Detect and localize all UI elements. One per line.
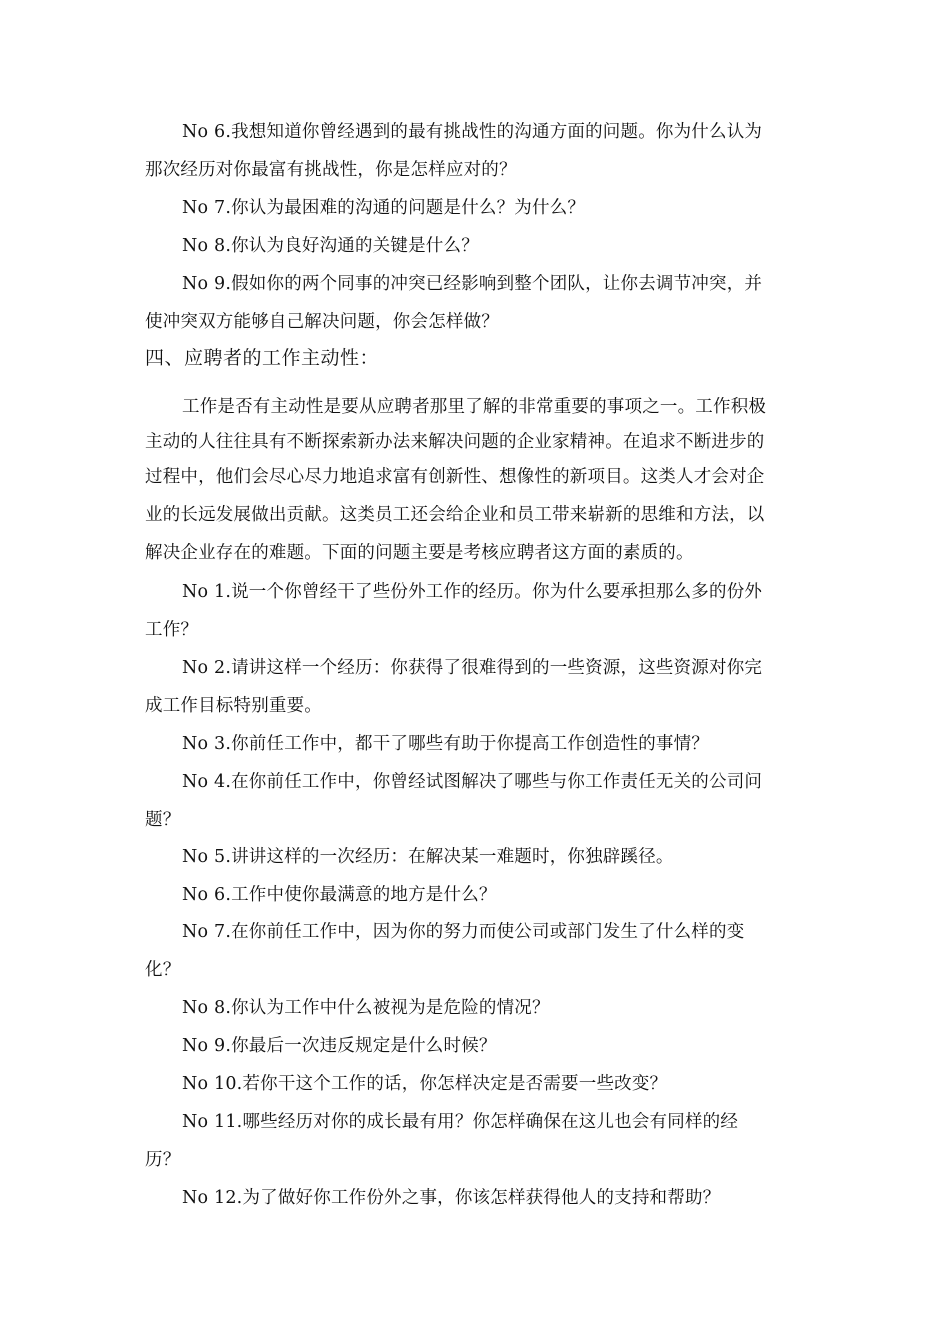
question-comm-8: No 8.你认为良好沟通的关键是什么？	[182, 236, 479, 256]
question-init-8: No 8.你认为工作中什么被视为是危险的情况？	[182, 998, 550, 1018]
question-init-1-line-2: 工作？	[145, 620, 199, 640]
question-init-11-line-2: 历？	[145, 1150, 181, 1170]
intro-paragraph-line-3: 过程中，他们会尽心尽力地追求富有创新性、想像性的新项目。这类人才会对企	[145, 467, 765, 487]
question-init-9: No 9.你最后一次违反规定是什么时候？	[182, 1036, 497, 1056]
question-comm-9-line-2: 使冲突双方能够自己解决问题，你会怎样做？	[145, 312, 499, 332]
question-init-10: No 10.若你干这个工作的话，你怎样决定是否需要一些改变？	[182, 1074, 668, 1094]
intro-paragraph-line-5: 解决企业存在的难题。下面的问题主要是考核应聘者这方面的素质的。	[145, 543, 694, 563]
question-init-6: No 6.工作中使你最满意的地方是什么？	[182, 885, 497, 905]
question-init-2-line-2: 成工作目标特别重要。	[145, 696, 322, 716]
question-init-11-line-1: No 11.哪些经历对你的成长最有用？你怎样确保在这儿也会有同样的经	[182, 1112, 739, 1132]
intro-paragraph-line-4: 业的长远发展做出贡献。这类员工还会给企业和员工带来崭新的思维和方法，以	[145, 505, 765, 525]
question-init-1-line-1: No 1.说一个你曾经干了些份外工作的经历。你为什么要承担那么多的份外	[182, 582, 763, 602]
question-comm-9-line-1: No 9.假如你的两个同事的冲突已经影响到整个团队，让你去调节冲突，并	[182, 274, 763, 294]
question-init-3: No 3.你前任工作中，都干了哪些有助于你提高工作创造性的事情？	[182, 734, 710, 754]
intro-paragraph-line-2: 主动的人往往具有不断探索新办法来解决问题的企业家精神。在追求不断进步的	[145, 432, 765, 452]
question-init-5: No 5.讲讲这样的一次经历：在解决某一难题时，你独辟蹊径。	[182, 847, 674, 867]
question-comm-6-line-1: No 6.我想知道你曾经遇到的最有挑战性的沟通方面的问题。你为什么认为	[182, 122, 763, 142]
intro-paragraph-line-1: 工作是否有主动性是要从应聘者那里了解的非常重要的事项之一。工作积极	[182, 397, 767, 417]
question-comm-7: No 7.你认为最困难的沟通的问题是什么？为什么？	[182, 198, 586, 218]
question-comm-6-line-2: 那次经历对你最富有挑战性，你是怎样应对的？	[145, 160, 517, 180]
question-init-7-line-1: No 7.在你前任工作中，因为你的努力而使公司或部门发生了什么样的变	[182, 922, 745, 942]
question-init-12: No 12.为了做好你工作份外之事，你该怎样获得他人的支持和帮助？	[182, 1188, 721, 1208]
section-heading: 四、应聘者的工作主动性：	[145, 347, 380, 369]
question-init-4-line-2: 题？	[145, 810, 181, 830]
question-init-7-line-2: 化？	[145, 960, 181, 980]
question-init-2-line-1: No 2.请讲这样一个经历：你获得了很难得到的一些资源，这些资源对你完	[182, 658, 763, 678]
question-init-4-line-1: No 4.在你前任工作中，你曾经试图解决了哪些与你工作责任无关的公司问	[182, 772, 763, 792]
